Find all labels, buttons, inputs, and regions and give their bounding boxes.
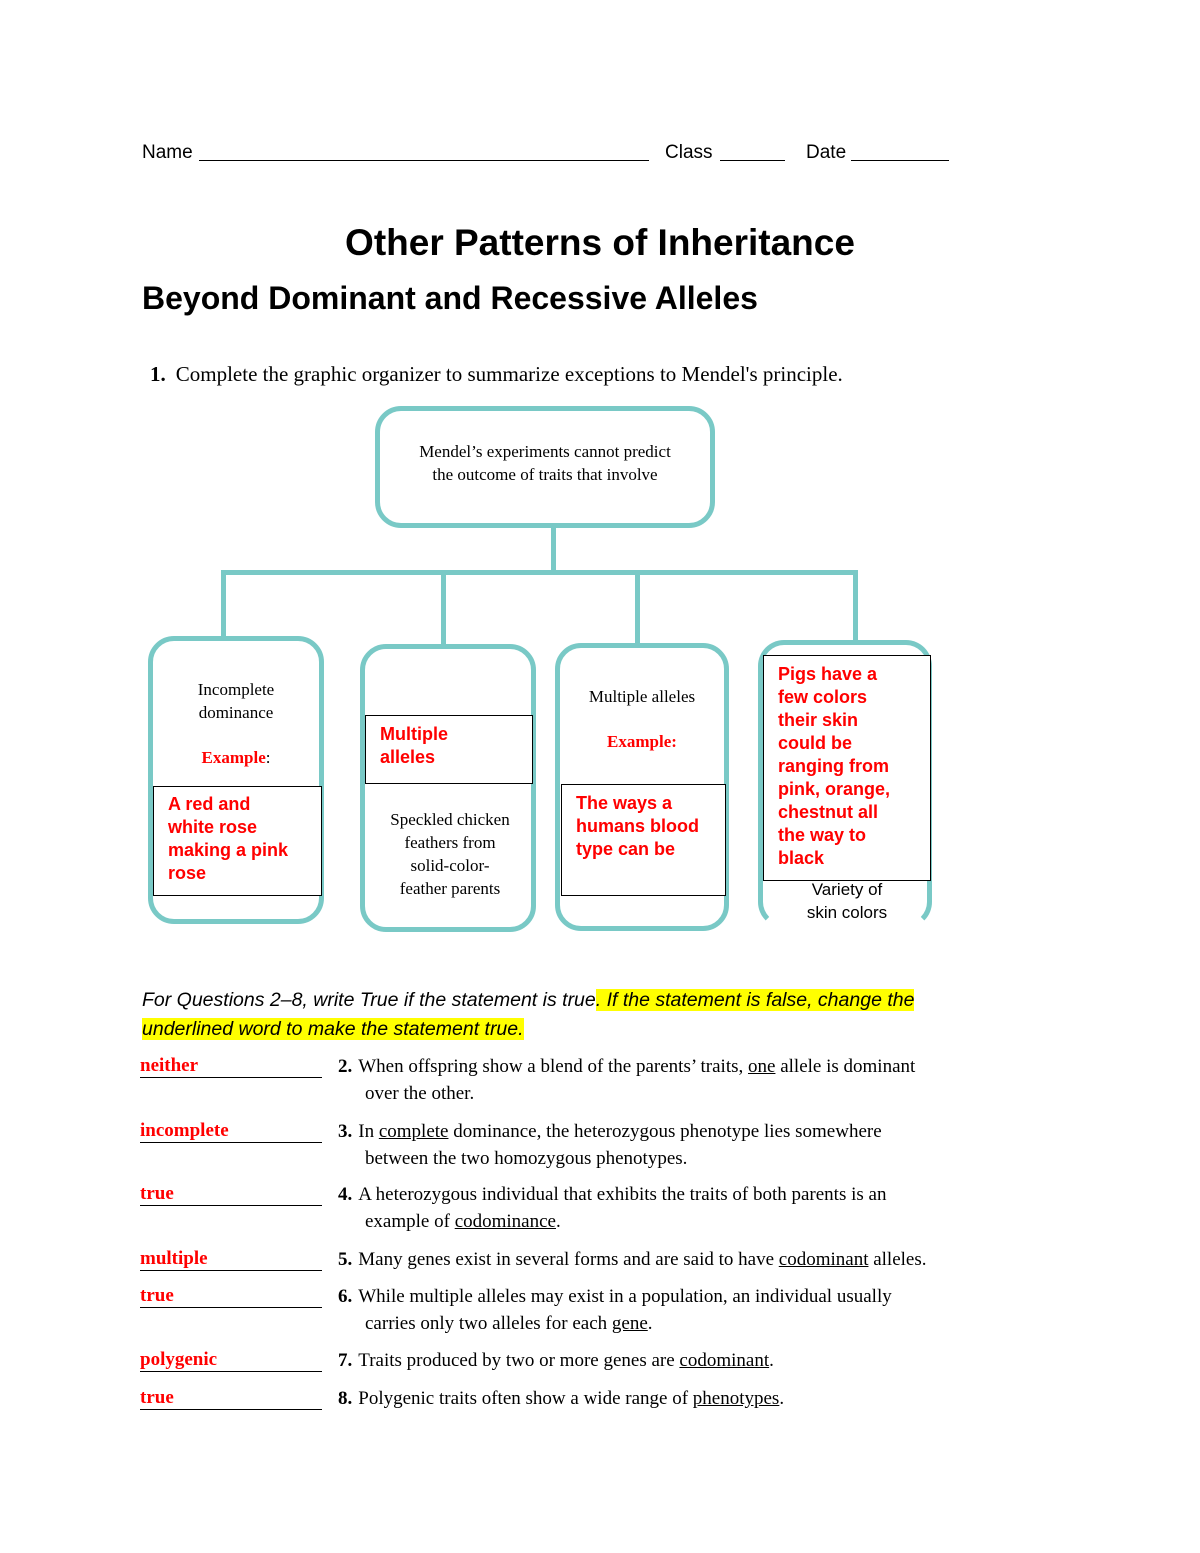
box3-answer-line: The ways a — [576, 793, 673, 813]
box4-answer-line: Pigs have a — [778, 664, 878, 684]
box4-answer — [778, 663, 928, 870]
answer-field-3[interactable]: incomplete — [140, 1120, 322, 1143]
class-label: Class — [665, 142, 713, 163]
underlined-word: gene — [611, 1313, 648, 1334]
instructions-part-1: For Questions 2–8, write True if the statement is true — [142, 989, 596, 1011]
question-text: example of — [365, 1211, 455, 1232]
question-text: Polygenic traits often show a wide range of — [358, 1388, 693, 1409]
answer-field-4[interactable]: true — [140, 1183, 322, 1206]
question-text: dominance, the heterozygous phenotype lies somewhere — [448, 1121, 882, 1142]
question-number: 2. — [338, 1056, 353, 1077]
box4-answer-line: few colors — [778, 687, 868, 707]
question-4 — [338, 1181, 1058, 1235]
box1-example — [150, 746, 322, 769]
question-text-line-2 — [338, 1208, 1058, 1235]
box4-answer-line: chestnut all — [778, 802, 879, 822]
name-blank[interactable] — [199, 160, 649, 161]
box2-example — [365, 808, 535, 900]
box1-line-1: Incomplete — [197, 680, 275, 699]
question-2 — [338, 1053, 1058, 1107]
box4-answer-line: black — [778, 848, 825, 868]
box1-answer — [168, 793, 318, 885]
box3-answer-line: humans blood — [576, 816, 699, 836]
box2-answer-line: alleles — [380, 747, 436, 767]
question-text: alleles. — [868, 1249, 927, 1270]
question-text: While multiple alleles may exist in a population, an individual usually — [358, 1286, 892, 1307]
box4-answer-line: their skin — [778, 710, 859, 730]
question-text: . — [769, 1350, 774, 1371]
question-8 — [338, 1385, 1058, 1412]
connector-trunk — [551, 527, 556, 573]
question-6 — [338, 1283, 1058, 1337]
date-blank[interactable] — [851, 160, 949, 161]
question-text: allele is dominant — [775, 1056, 916, 1077]
question-text: Traits produced by two or more genes are — [358, 1350, 680, 1371]
instructions — [142, 986, 1042, 1044]
question-text-line-2: between the two homozygous phenotypes. — [365, 1148, 688, 1169]
top-concept-text — [380, 440, 710, 486]
question-3 — [338, 1118, 1058, 1172]
box1-answer-line: making a pink — [168, 840, 289, 860]
question-text-line-2: over the other. — [365, 1083, 475, 1104]
box3-answer — [576, 792, 726, 861]
question-text: . — [647, 1313, 653, 1334]
answer-field-7[interactable]: polygenic — [140, 1349, 322, 1372]
question-text: In — [358, 1121, 379, 1142]
box4-answer-line: could be — [778, 733, 853, 753]
class-blank[interactable] — [720, 160, 785, 161]
question-text: Many genes exist in several forms and are said to have — [358, 1249, 779, 1270]
connector-1 — [221, 570, 226, 638]
box4-answer-line: pink, orange, — [778, 779, 891, 799]
instructions-part-2: . If the statement is false, change the — [595, 989, 915, 1011]
box2-example-line: feather parents — [399, 879, 501, 898]
answer-field-6[interactable]: true — [140, 1285, 322, 1308]
underlined-word: one — [748, 1056, 776, 1077]
box1-line-2: dominance — [198, 703, 274, 722]
connector-4 — [853, 570, 858, 642]
answer-field-5[interactable]: multiple — [140, 1248, 322, 1271]
box4-label-line: skin colors — [806, 903, 888, 922]
underlined-word: codominance — [454, 1211, 556, 1232]
underlined-word: codominant — [778, 1249, 869, 1270]
box2-answer-line: Multiple — [380, 724, 448, 744]
box4-label-line: Variety of — [811, 880, 883, 899]
question-text: A heterozygous individual that exhibits the traits of both parents is an — [358, 1184, 887, 1205]
question-text: . — [779, 1388, 785, 1409]
question-text-line-2 — [338, 1310, 1058, 1337]
box3-answer-line: type can be — [576, 839, 676, 859]
box3-example-label: Example: — [607, 732, 677, 751]
incomplete-dominance-label — [150, 678, 322, 769]
instructions-part-3: underlined word to make the statement true. — [142, 1018, 524, 1040]
underlined-word: complete — [378, 1121, 449, 1142]
question-text: . — [555, 1211, 561, 1232]
box2-example-line: Speckled chicken — [390, 810, 510, 829]
question-number: 3. — [338, 1121, 353, 1142]
question-7 — [338, 1347, 1058, 1374]
box3-label — [558, 685, 726, 753]
question-text: When offspring show a blend of the parents’ traits, — [358, 1056, 749, 1077]
question-number: 8. — [338, 1388, 353, 1409]
connector-2 — [441, 570, 446, 645]
answer-field-2[interactable]: neither — [140, 1055, 322, 1078]
underlined-word: codominant — [679, 1350, 770, 1371]
question-text: carries only two alleles for each — [365, 1313, 612, 1334]
question-1-number: 1. — [150, 362, 166, 386]
question-number: 5. — [338, 1249, 353, 1270]
box1-answer-line: A red and — [168, 794, 251, 814]
box2-answer — [380, 723, 530, 769]
box2-example-line: solid-color- — [410, 856, 490, 875]
box3-line-1: Multiple alleles — [588, 687, 696, 706]
connector-3 — [635, 570, 640, 645]
box1-answer-line: rose — [168, 863, 207, 883]
box1-example-label: Example — [201, 748, 266, 767]
box4-answer-line: ranging from — [778, 756, 889, 776]
date-label: Date — [806, 142, 847, 163]
underlined-word: phenotypes — [692, 1388, 780, 1409]
question-number: 7. — [338, 1350, 353, 1371]
top-concept-line-2: the outcome of traits that involve — [432, 465, 658, 484]
question-1 — [150, 362, 843, 387]
connector-bar — [221, 570, 858, 575]
box1-example-colon: : — [265, 748, 271, 767]
page-subtitle: Beyond Dominant and Recessive Alleles — [142, 280, 758, 316]
box4-label — [763, 878, 931, 924]
question-1-text: Complete the graphic organizer to summarize exceptions to Mendel's principle. — [175, 362, 843, 386]
answer-field-8[interactable]: true — [140, 1387, 322, 1410]
question-number: 4. — [338, 1184, 353, 1205]
question-number: 6. — [338, 1286, 353, 1307]
page-title: Other Patterns of Inheritance — [345, 222, 855, 263]
box1-answer-line: white rose — [168, 817, 258, 837]
box2-example-line: feathers from — [404, 833, 496, 852]
name-label: Name — [142, 142, 193, 163]
top-concept-line-1: Mendel’s experiments cannot predict — [419, 442, 671, 461]
box4-answer-line: the way to — [778, 825, 867, 845]
question-5 — [338, 1246, 1058, 1273]
